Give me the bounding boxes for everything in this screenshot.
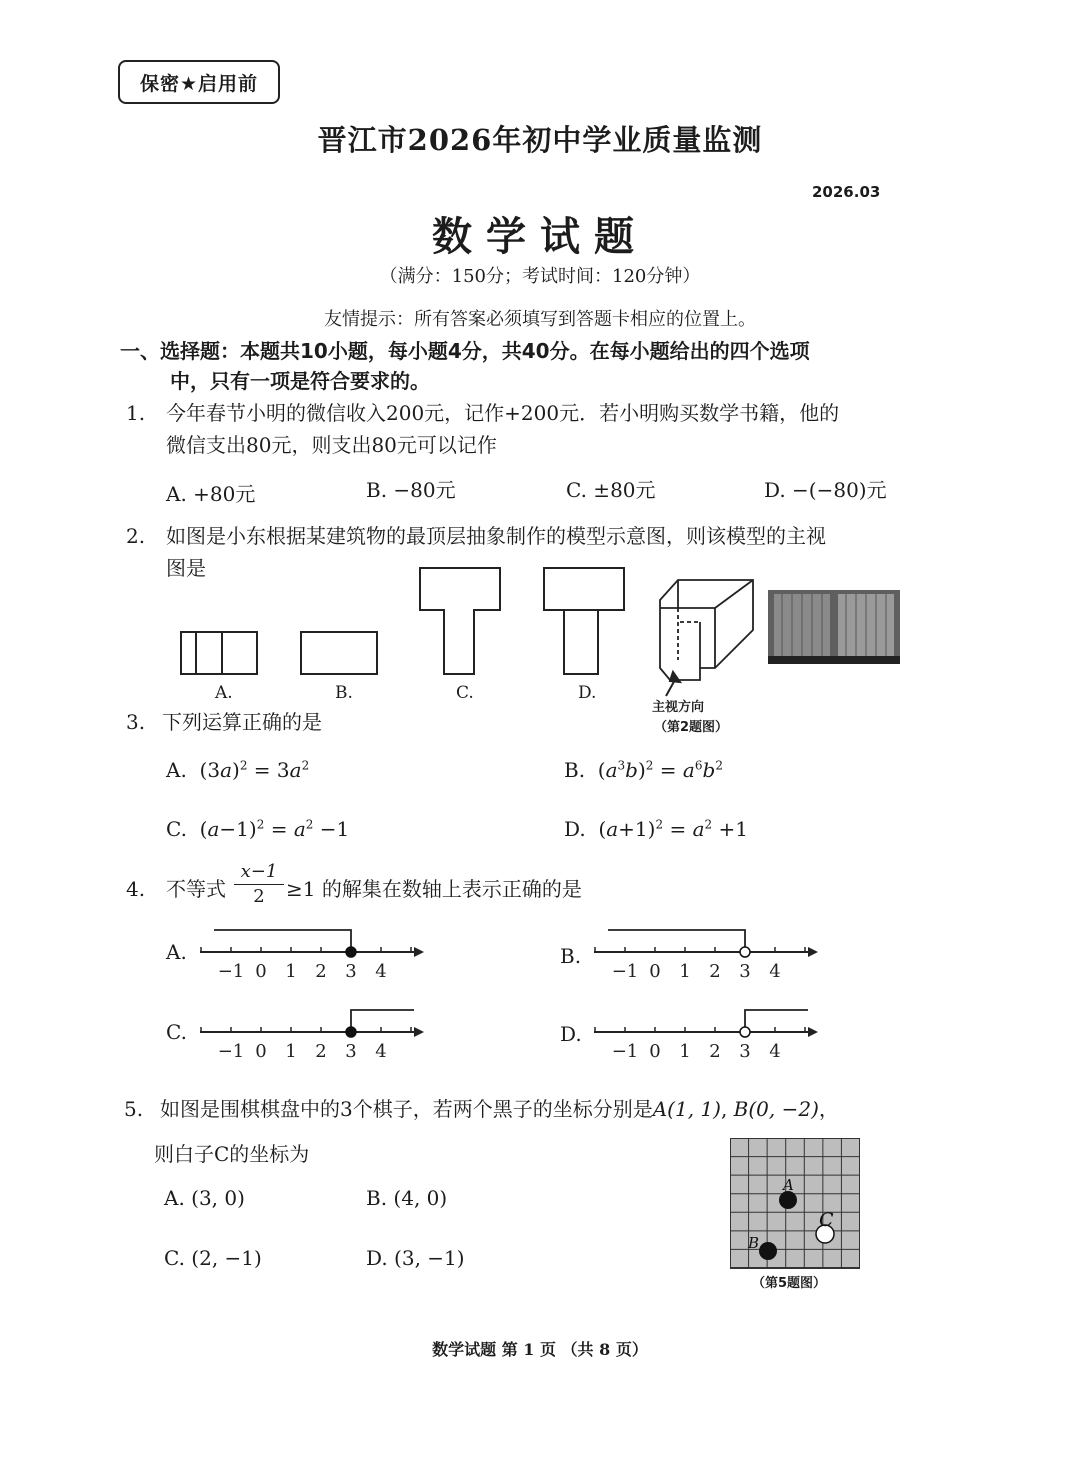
number-line-b <box>590 916 820 986</box>
closed-endpoint <box>346 1027 356 1037</box>
tick-label: −1 <box>217 961 245 982</box>
q1-option-d: D. −(−80)元 <box>764 478 887 502</box>
q4-label-b: B. <box>560 944 582 968</box>
q5-option-c: C. (2, −1) <box>164 1246 262 1270</box>
axis-arrow <box>808 947 818 957</box>
q2-view-a <box>181 632 257 674</box>
section-heading-line2: 中，只有一项是符合要求的。 <box>170 369 430 393</box>
q2-line2: 图是 <box>166 556 206 580</box>
stone-c <box>816 1209 834 1243</box>
exam-tip: 友情提示：所有答案必须填写到答题卡相应的位置上。 <box>324 309 756 330</box>
stone-b-label: B <box>748 1234 760 1252</box>
q4-label-a: A. <box>166 940 187 964</box>
q2-caption: （第2题图） <box>654 720 729 735</box>
tick-label: 0 <box>255 961 267 982</box>
tick-label: 2 <box>315 1041 327 1062</box>
q3-option-b: B. $(a^3b)^2 = a^6b^2$ <box>564 758 723 782</box>
tick-label: 3 <box>739 961 751 982</box>
tick-label: 1 <box>285 1041 297 1062</box>
tick-label: 2 <box>315 961 327 982</box>
q5-option-a: A. (3, 0) <box>164 1186 245 1210</box>
q1-line2: 微信支出80元，则支出80元可以记作 <box>166 433 497 457</box>
tick-label: 1 <box>679 1041 691 1062</box>
closed-endpoint <box>346 947 356 957</box>
solution-ray <box>351 1010 414 1032</box>
solution-ray <box>745 1010 808 1032</box>
tick-label: 0 <box>255 1041 267 1062</box>
solution-ray <box>214 930 351 952</box>
tick-label: −1 <box>611 1041 639 1062</box>
view-direction-arrow <box>666 672 680 696</box>
q3-option-c-label: C. <box>166 817 187 841</box>
q4-fraction <box>234 860 284 909</box>
section-heading-line1: 一、选择题：本题共10小题，每小题4分，共40分。在每小题给出的四个选项 <box>120 339 810 363</box>
q3-option-c: C. $(a-1)^2 = a^2 -1$ <box>166 817 350 841</box>
number-line-c <box>196 996 426 1066</box>
q3-option-d-label: D. <box>564 817 586 841</box>
q2-3d-model <box>660 580 753 680</box>
go-board <box>730 1138 860 1270</box>
q2-number: 2. <box>126 524 146 548</box>
tick-label: 4 <box>375 1041 387 1062</box>
tick-label: 3 <box>345 1041 357 1062</box>
q5-line1-wrap: 如图是围棋棋盘中的3个棋子，若两个黑子的坐标分别是A(1, 1), B(0, −2)， <box>160 1097 839 1121</box>
tick-label: 3 <box>739 1041 751 1062</box>
q2-label-c: C. <box>456 683 474 703</box>
axis-arrow <box>414 1027 424 1037</box>
q3-number: 3. <box>126 710 146 734</box>
q3-option-a: A. $(3a)^2 = 3a^2$ <box>166 758 310 782</box>
q2-view-c <box>420 568 500 674</box>
q5-caption: （第5题图） <box>752 1276 827 1291</box>
tick-label: 1 <box>285 961 297 982</box>
q5-line1: 如图是围棋棋盘中的3个棋子，若两个黑子的坐标分别是 <box>160 1097 653 1121</box>
q2-view-b <box>301 632 377 674</box>
q1-line1: 今年春节小明的微信收入200元，记作+200元．若小明购买数学书籍，他的 <box>166 401 840 425</box>
number-line-a <box>196 916 426 986</box>
stone-a-label: A <box>783 1176 794 1194</box>
axis-arrow <box>808 1027 818 1037</box>
tick-label: 4 <box>769 1041 781 1062</box>
q2-direction-label: 主视方向 <box>652 700 705 715</box>
tick-label: 4 <box>375 961 387 982</box>
page-footer: 数学试题 第 1 页 （共 8 页） <box>432 1340 648 1359</box>
tick-label: 1 <box>679 961 691 982</box>
q1-number: 1. <box>126 401 146 425</box>
q4-label-c: C. <box>166 1020 187 1044</box>
exam-info: （满分：150分；考试时间：120分钟） <box>379 266 701 287</box>
open-endpoint <box>740 1027 750 1037</box>
q5-coord-b: B(0, −2) <box>733 1097 819 1121</box>
q2-view-d <box>544 568 624 674</box>
q5-line2: 则白子C的坐标为 <box>154 1142 310 1166</box>
q5-option-b: B. (4, 0) <box>366 1186 448 1210</box>
solution-ray <box>608 930 745 952</box>
section-heading <box>120 336 940 396</box>
tick-label: 2 <box>709 1041 721 1062</box>
subject-title: 数学试题 <box>432 214 648 260</box>
tick-label: 3 <box>345 961 357 982</box>
q5-number: 5. <box>124 1097 144 1121</box>
number-line-d <box>590 996 820 1066</box>
q5-option-d: D. (3, −1) <box>366 1246 465 1270</box>
stone-c-label: C <box>819 1209 834 1231</box>
q3-stem: 下列运算正确的是 <box>162 710 322 734</box>
q4-suffix: ≥1 的解集在数轴上表示正确的是 <box>286 877 582 901</box>
q5-coord-a: A(1, 1) <box>652 1097 721 1121</box>
q1-option-a: A. +80元 <box>166 482 256 506</box>
q3-option-b-label: B. <box>564 758 586 782</box>
q2-label-a: A. <box>215 683 233 703</box>
q3-option-a-label: A. <box>166 758 187 782</box>
q3-option-d: D. $(a+1)^2 = a^2 +1$ <box>564 817 748 841</box>
tick-label: 4 <box>769 961 781 982</box>
open-endpoint <box>740 947 750 957</box>
q4-prefix: 不等式 <box>166 877 226 901</box>
building-photo <box>768 590 900 664</box>
tick-label: 0 <box>649 961 661 982</box>
tick-label: 0 <box>649 1041 661 1062</box>
q1-option-b: B. −80元 <box>366 478 456 502</box>
q4-denominator: 2 <box>253 886 265 907</box>
q2-line1: 如图是小东根据某建筑物的最顶层抽象制作的模型示意图，则该模型的主视 <box>166 524 826 548</box>
confidential-label: 保密★启用前 <box>118 60 280 104</box>
axis-arrow <box>414 947 424 957</box>
tick-label: −1 <box>611 961 639 982</box>
exam-date: 2026.03 <box>812 183 881 201</box>
q4-number: 4. <box>126 877 146 901</box>
tick-label: −1 <box>217 1041 245 1062</box>
q2-label-b: B. <box>335 683 353 703</box>
q2-label-d: D. <box>578 683 597 703</box>
q1-option-c: C. ±80元 <box>566 478 656 502</box>
q4-label-d: D. <box>560 1022 582 1046</box>
q4-numerator: x−1 <box>234 860 284 885</box>
exam-title: 晋江市2026年初中学业质量监测 <box>317 123 763 157</box>
tick-label: 2 <box>709 961 721 982</box>
